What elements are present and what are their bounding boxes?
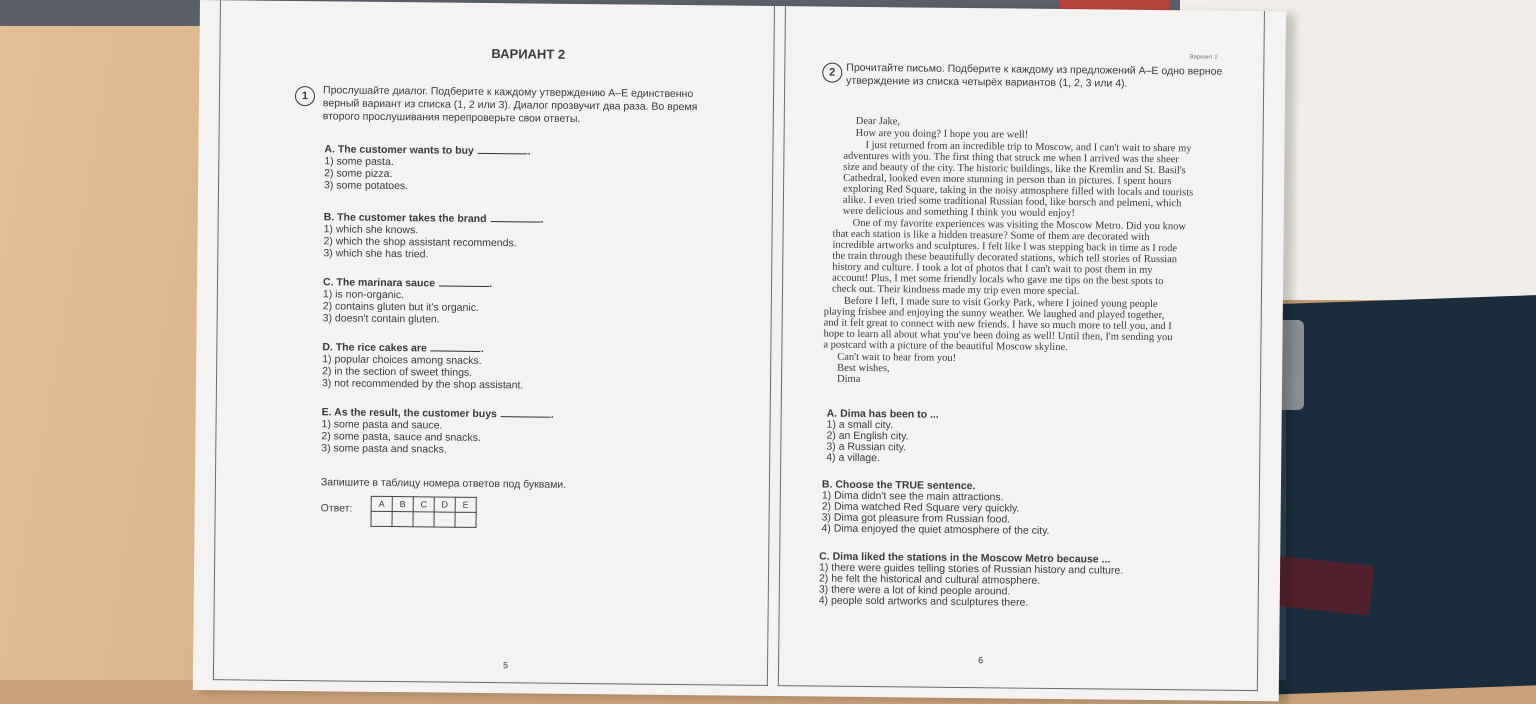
variant-title: ВАРИАНТ 2	[491, 46, 566, 62]
option: 1) some pasta and sauce.	[321, 418, 443, 432]
letter-line: Dear Jake,	[855, 115, 901, 128]
option: 2) contains gluten but it's organic.	[322, 300, 479, 314]
question-stem: C. Dima liked the stations in the Moscow Metro because ...	[819, 550, 1111, 566]
option: 4) Dima enjoyed the quiet atmosphere of the city.	[821, 522, 1050, 537]
option: 2) which the shop assistant recommends.	[323, 235, 517, 250]
letter-line: Dima	[837, 373, 861, 385]
question-stem: A. The customer wants to buy .	[324, 143, 531, 158]
option: 3) there were a lot of kind people around.	[818, 583, 1011, 598]
option: 1) a small city.	[826, 418, 893, 432]
option: 2) some pizza.	[324, 167, 393, 181]
question-stem: B. The customer takes the brand .	[323, 211, 544, 226]
answer-column-header: E	[455, 497, 476, 512]
question-stem: B. Choose the TRUE sentence.	[821, 478, 976, 493]
answer-cell	[371, 511, 392, 526]
page-number: 6	[978, 655, 984, 666]
letter-line: Cathedral, looked even more stunning in person than in pictures. I spent hours	[843, 172, 1172, 188]
letter-line: adventures with you. The first thing that struck me when I arrived was the sheer	[843, 150, 1179, 166]
option: 3) a Russian city.	[826, 440, 907, 454]
option: 3) some pasta and snacks.	[321, 442, 447, 456]
letter-line: Best wishes,	[837, 362, 890, 375]
option: 1) is non-organic.	[322, 288, 405, 302]
page-number: 5	[502, 660, 509, 671]
answer-cell	[413, 512, 434, 527]
answer-cell	[392, 512, 413, 527]
header-tag: Вариант 2	[1189, 54, 1218, 61]
letter-line: Can't wait to hear from you!	[837, 351, 957, 364]
answer-label: Ответ:	[320, 502, 353, 515]
letter-line: How are you doing? I hope you are well!	[855, 127, 1029, 141]
answer-column-header: A	[371, 496, 392, 511]
option: 1) which she knows.	[323, 223, 419, 237]
option: 1) there were guides telling stories of Russian history and culture.	[819, 561, 1124, 577]
task-number-badge: 1	[295, 86, 315, 106]
option: 1) some pasta.	[324, 155, 394, 169]
record-instruction: Запишите в таблицу номера ответов под буквами.	[320, 476, 567, 491]
question-stem: E. As the result, the customer buys .	[321, 406, 554, 421]
letter-line: I just returned from an incredible trip to Moscow, and I can't wait to share my	[865, 139, 1192, 155]
letter-line: playing frisbee and enjoying the sunny weather. We laughed and played together,	[823, 306, 1165, 322]
letter-line: were delicious and something I think you would enjoy!	[842, 205, 1075, 220]
exam-paper	[193, 0, 1286, 701]
letter-line: history and culture. I took a lot of photos that I can't wait to post them in my	[832, 261, 1153, 276]
letter-line: a postcard with a picture of the beautiful Moscow skyline.	[823, 339, 1068, 354]
question-stem: A. Dima has been to ...	[826, 407, 939, 421]
option: 3) which she has tried.	[323, 247, 429, 261]
question-stem: C. The marinara sauce .	[322, 276, 493, 291]
answer-cell	[434, 512, 455, 527]
option: 4) people sold artworks and sculptures there.	[818, 594, 1029, 609]
option: 2) he felt the historical and cultural atmosphere.	[818, 572, 1041, 587]
option: 3) Dima got pleasure from Russian food.	[821, 511, 1011, 526]
answer-table	[370, 496, 476, 528]
instruction-line: Прочитайте письмо. Подберите к каждому из предложений A–E одно верное	[846, 61, 1223, 78]
instruction-line: утверждение из списка четырёх вариантов (1, 2, 3 или 4).	[846, 74, 1128, 90]
option: 1) popular choices among snacks.	[322, 353, 482, 367]
option: 2) an English city.	[826, 429, 909, 443]
question-stem: D. The rice cakes are .	[322, 341, 484, 355]
letter-line: check out. Their kindness made my trip even more special.	[831, 283, 1080, 298]
answer-column-header: B	[392, 497, 413, 512]
letter-line: alike. I even tried some traditional Russian food, like borsch and pelmeni, which	[842, 194, 1182, 210]
option: 1) Dima didn't see the main attractions.	[821, 489, 1004, 504]
letter-line: exploring Red Square, taking in the noisy atmosphere filled with locals and tourists	[842, 183, 1194, 199]
instruction-line: Прослушайте диалог. Подберите к каждому утверждению A–E единственно	[322, 84, 694, 101]
instruction-line: верный вариант из списка (1, 2 или 3). Диалог прозвучит два раза. Во время	[322, 97, 698, 114]
option: 3) not recommended by the shop assistant.	[321, 377, 524, 392]
letter-line: One of my favorite experiences was visiting the Moscow Metro. Did you know	[852, 217, 1187, 233]
option: 3) some potatoes.	[324, 179, 409, 193]
task-number-badge: 2	[822, 63, 842, 83]
option: 4) a village.	[826, 451, 881, 465]
option: 2) Dima watched Red Square very quickly.	[821, 500, 1020, 515]
option: 2) in the section of sweet things.	[322, 365, 473, 379]
page-left	[213, 0, 775, 696]
instruction-line: второго прослушивания перепроверьте свои ответы.	[322, 110, 581, 125]
page-right	[778, 6, 1265, 701]
letter-line: that each station is like a hidden treasure? Some of them are decorated with	[832, 228, 1150, 243]
option: 2) some pasta, sauce and snacks.	[321, 430, 481, 444]
option: 3) doesn't contain gluten.	[322, 312, 440, 326]
letter-line: incredible artworks and sculptures. I felt like I was stepping back in time as I rode	[832, 239, 1178, 255]
letter-line: hope to learn all about what you've been doing as well! Until then, I'm sending you	[823, 328, 1173, 344]
letter-line: account! Plus, I met some friendly locals who gave me tips on the best spots to	[832, 272, 1164, 288]
letter-line: the train through these beautifully decorated stations, which tell stories of Russian	[832, 250, 1178, 266]
letter-line: size and beauty of the city. The historic buildings, like the Kremlin and St. Basil's	[843, 161, 1186, 177]
letter-line: Before I left, I made sure to visit Gorky Park, where I joined young people	[843, 295, 1158, 311]
answer-column-header: C	[413, 497, 434, 512]
letter-line: and it felt great to connect with new friends. I have so much more to tell you, and I	[823, 317, 1172, 333]
answer-cell	[455, 512, 476, 527]
answer-column-header: D	[434, 497, 455, 512]
